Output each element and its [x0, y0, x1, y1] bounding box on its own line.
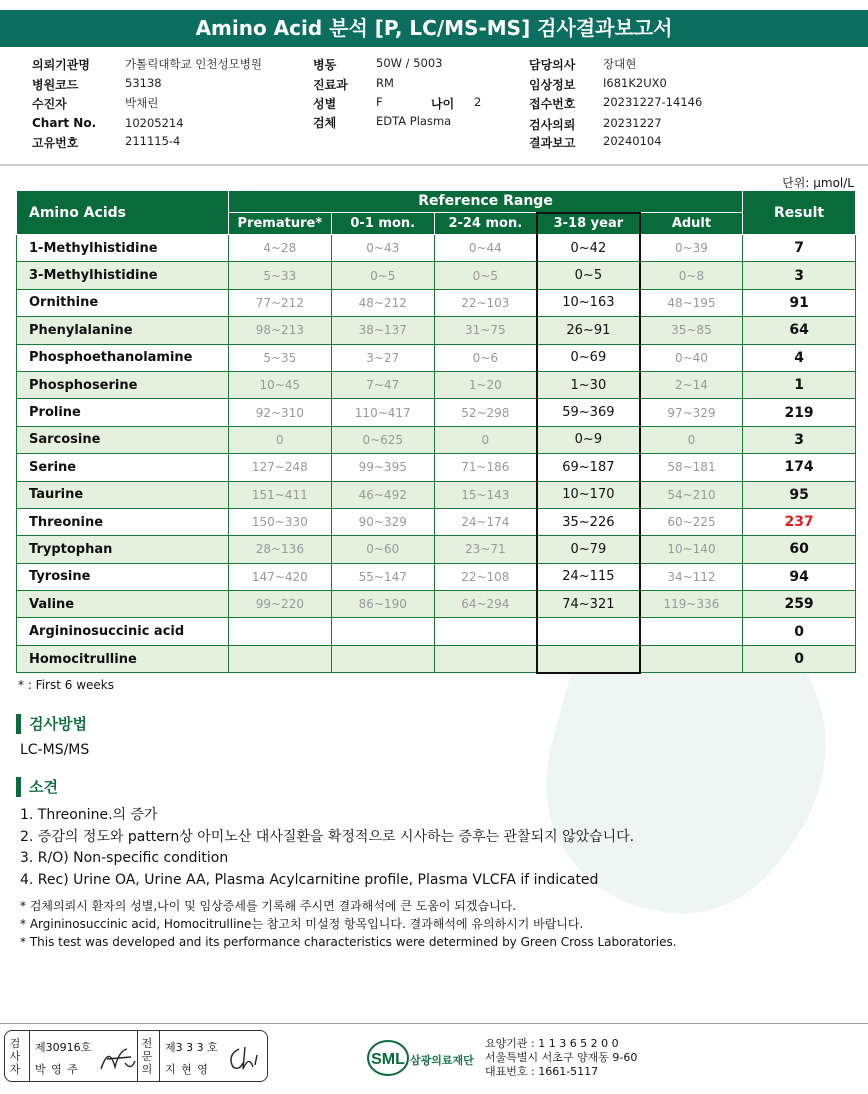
sml-logo-text: SML	[371, 1051, 405, 1068]
result-value: 259	[743, 591, 856, 618]
info-value: I681K2UX0	[603, 76, 667, 90]
table-row	[17, 481, 856, 508]
table-row	[17, 289, 856, 316]
info-value: 20231227-14146	[603, 95, 703, 109]
result-value: 60	[743, 536, 856, 563]
info-label: 수진자	[32, 97, 67, 111]
table-row	[17, 317, 856, 344]
table-row	[17, 262, 856, 289]
org-code: 요양기관 : 1 1 3 6 5 2 0 0	[485, 1037, 619, 1050]
ref-2-24-mon: 1~20	[434, 371, 537, 398]
table-row	[17, 426, 856, 453]
tester-name: 박 영 주	[35, 1063, 79, 1076]
ref-0-1-mon: 99~395	[331, 454, 434, 481]
amino-acid-name: Serine	[17, 454, 229, 481]
info-value: 가톨릭대학교 인천성모병원	[125, 57, 262, 71]
header-3-18-year: 3-18 year	[537, 213, 640, 235]
ref-0-1-mon: 55~147	[331, 563, 434, 590]
info-label: 접수번호	[529, 97, 576, 111]
info-value: 53138	[125, 76, 162, 90]
info-label: 결과보고	[529, 136, 576, 150]
ref-premature: 150~330	[228, 508, 331, 535]
org-address	[485, 1037, 637, 1079]
info-label: 의뢰기관명	[32, 58, 90, 72]
ref-3-18-year: 0~79	[537, 536, 640, 563]
result-value: 95	[743, 481, 856, 508]
ref-3-18-year: 0~42	[537, 235, 640, 262]
ref-0-1-mon	[331, 618, 434, 645]
table-row	[17, 591, 856, 618]
ref-3-18-year: 59~369	[537, 399, 640, 426]
specialist-signature-icon	[225, 1041, 263, 1075]
result-value: 4	[743, 344, 856, 371]
info-value: F	[376, 95, 383, 109]
ref-2-24-mon: 0~44	[434, 235, 537, 262]
ref-0-1-mon: 86~190	[331, 591, 434, 618]
ref-2-24-mon: 23~71	[434, 536, 537, 563]
ref-premature: 77~212	[228, 289, 331, 316]
ref-0-1-mon: 48~212	[331, 289, 434, 316]
table-row	[17, 618, 856, 645]
ref-adult: 48~195	[640, 289, 743, 316]
separator	[137, 1031, 138, 1081]
ref-2-24-mon: 64~294	[434, 591, 537, 618]
info-label: 병동	[313, 58, 337, 72]
table-footnote: * : First 6 weeks	[18, 678, 114, 692]
ref-0-1-mon: 3~27	[331, 344, 434, 371]
table-row	[17, 371, 856, 398]
ref-premature: 147~420	[228, 563, 331, 590]
ref-premature: 151~411	[228, 481, 331, 508]
ref-3-18-year: 10~170	[537, 481, 640, 508]
ref-premature: 10~45	[228, 371, 331, 398]
header-adult: Adult	[640, 213, 743, 235]
ref-2-24-mon: 52~298	[434, 399, 537, 426]
amino-acid-name: Valine	[17, 591, 229, 618]
tester-signature-icon	[97, 1041, 137, 1075]
ref-0-1-mon: 0~60	[331, 536, 434, 563]
ref-3-18-year: 10~163	[537, 289, 640, 316]
ref-premature: 28~136	[228, 536, 331, 563]
ref-3-18-year: 26~91	[537, 317, 640, 344]
info-label: Chart No.	[32, 116, 97, 130]
result-value: 174	[743, 454, 856, 481]
amino-acid-name: Sarcosine	[17, 426, 229, 453]
ref-premature: 5~35	[228, 344, 331, 371]
ref-2-24-mon: 22~103	[434, 289, 537, 316]
info-value: 10205214	[125, 116, 184, 130]
info-label: 진료과	[313, 78, 348, 92]
specialist-label	[141, 1037, 155, 1076]
note-item: * 검체의뢰시 환자의 성별,나이 및 임상증세를 기록해 주시면 결과해석에 큰 도움이 되겠습니다.	[20, 899, 517, 913]
ref-premature: 92~310	[228, 399, 331, 426]
ref-0-1-mon: 90~329	[331, 508, 434, 535]
table-row	[17, 454, 856, 481]
divider	[0, 164, 868, 166]
amino-acid-name: Tryptophan	[17, 536, 229, 563]
ref-adult	[640, 645, 743, 672]
info-label: 검체	[313, 116, 337, 130]
ref-2-24-mon: 15~143	[434, 481, 537, 508]
finding-item: 4. Rec) Urine OA, Urine AA, Plasma Acylcarnitine profile, Plasma VLCFA if indicated	[20, 871, 599, 888]
amino-acid-name: 3-Methylhistidine	[17, 262, 229, 289]
result-value: 94	[743, 563, 856, 590]
result-value: 0	[743, 645, 856, 672]
ref-premature: 5~33	[228, 262, 331, 289]
ref-premature	[228, 618, 331, 645]
ref-adult: 119~336	[640, 591, 743, 618]
table-row	[17, 399, 856, 426]
info-value: 2	[474, 95, 482, 109]
ref-2-24-mon	[434, 618, 537, 645]
notes-list	[20, 897, 677, 951]
sml-logo	[366, 1038, 410, 1082]
ref-adult: 2~14	[640, 371, 743, 398]
specialist-name: 지 현 영	[165, 1063, 209, 1076]
header-0-1-mon: 0-1 mon.	[331, 213, 434, 235]
ref-adult: 0~8	[640, 262, 743, 289]
ref-0-1-mon: 0~5	[331, 262, 434, 289]
result-value: 3	[743, 426, 856, 453]
note-item: * This test was developed and its performance characteristics were determined by Green Cross Laboratories.	[20, 935, 677, 949]
ref-3-18-year: 74~321	[537, 591, 640, 618]
info-label: 담당의사	[529, 58, 576, 72]
finding-item: 1. Threonine.의 증가	[20, 807, 158, 823]
result-value: 64	[743, 317, 856, 344]
info-label: 고유번호	[32, 136, 79, 150]
ref-3-18-year: 0~5	[537, 262, 640, 289]
amino-acid-name: Ornithine	[17, 289, 229, 316]
table-row	[17, 563, 856, 590]
result-value: 1	[743, 371, 856, 398]
result-value: 91	[743, 289, 856, 316]
result-value: 7	[743, 235, 856, 262]
ref-2-24-mon: 31~75	[434, 317, 537, 344]
ref-premature	[228, 645, 331, 672]
unit-label: 단위: μmol/L	[782, 176, 854, 190]
ref-adult: 34~112	[640, 563, 743, 590]
ref-2-24-mon: 0~5	[434, 262, 537, 289]
ref-premature: 127~248	[228, 454, 331, 481]
org-name: 삼광의료재단	[410, 1054, 474, 1067]
ref-adult: 10~140	[640, 536, 743, 563]
table-row	[17, 508, 856, 535]
amino-acid-name: Tyrosine	[17, 563, 229, 590]
ref-2-24-mon	[434, 645, 537, 672]
table-row	[17, 235, 856, 262]
info-value: 장대현	[603, 57, 637, 71]
amino-acid-name: Phenylalanine	[17, 317, 229, 344]
separator	[159, 1031, 160, 1081]
ref-3-18-year	[537, 645, 640, 672]
ref-0-1-mon	[331, 645, 434, 672]
header-reference-range: Reference Range	[228, 191, 742, 213]
header-amino-acids: Amino Acids	[17, 191, 229, 235]
tester-label	[9, 1037, 23, 1076]
info-label: 성별	[313, 97, 337, 111]
findings-list	[20, 805, 634, 891]
ref-3-18-year: 1~30	[537, 371, 640, 398]
ref-3-18-year: 35~226	[537, 508, 640, 535]
amino-acid-name: 1-Methylhistidine	[17, 235, 229, 262]
method-text: LC-MS/MS	[20, 742, 90, 758]
amino-acid-name: Phosphoethanolamine	[17, 344, 229, 371]
ref-premature: 4~28	[228, 235, 331, 262]
ref-adult: 97~329	[640, 399, 743, 426]
amino-acid-name: Proline	[17, 399, 229, 426]
patient-info	[0, 52, 868, 164]
ref-0-1-mon: 110~417	[331, 399, 434, 426]
result-value: 3	[743, 262, 856, 289]
ref-adult: 58~181	[640, 454, 743, 481]
info-value: 50W / 5003	[376, 56, 443, 70]
ref-2-24-mon: 0~6	[434, 344, 537, 371]
ref-premature: 99~220	[228, 591, 331, 618]
info-value: 20231227	[603, 116, 662, 130]
info-label: 나이	[431, 97, 455, 111]
header-premature: Premature*	[228, 213, 331, 235]
ref-adult: 60~225	[640, 508, 743, 535]
ref-adult: 35~85	[640, 317, 743, 344]
ref-3-18-year: 69~187	[537, 454, 640, 481]
ref-premature: 0	[228, 426, 331, 453]
info-label: 임상정보	[529, 78, 576, 92]
info-label: 검사의뢰	[529, 118, 576, 132]
ref-3-18-year: 0~9	[537, 426, 640, 453]
ref-2-24-mon: 71~186	[434, 454, 537, 481]
ref-adult: 0~40	[640, 344, 743, 371]
table-row	[17, 645, 856, 672]
specialist-label-text: 전문의	[141, 1037, 153, 1076]
finding-item: 2. 증감의 정도와 pattern상 아미노산 대사질환을 확정적으로 시사하는 증후는 관찰되지 않았습니다.	[20, 828, 635, 845]
info-value: RM	[376, 76, 394, 90]
tester-number: 제30916호	[35, 1041, 92, 1054]
amino-acid-name: Taurine	[17, 481, 229, 508]
ref-adult	[640, 618, 743, 645]
tester-label-text: 검사자	[9, 1037, 21, 1076]
table-row	[17, 344, 856, 371]
specialist-number: 제3 3 3 호	[165, 1041, 218, 1054]
org-address-line: 서울특별시 서초구 양재동 9-60	[485, 1051, 638, 1064]
ref-0-1-mon: 38~137	[331, 317, 434, 344]
table-body	[17, 235, 856, 673]
ref-3-18-year: 0~69	[537, 344, 640, 371]
amino-acid-name: Phosphoserine	[17, 371, 229, 398]
ref-adult: 0~39	[640, 235, 743, 262]
ref-0-1-mon: 0~625	[331, 426, 434, 453]
separator	[29, 1031, 30, 1081]
table-row	[17, 536, 856, 563]
result-value: 237	[743, 508, 856, 535]
method-heading: 검사방법	[16, 714, 87, 734]
amino-acid-name: Threonine	[17, 508, 229, 535]
ref-adult: 54~210	[640, 481, 743, 508]
sml-logo-icon	[366, 1038, 410, 1078]
result-value: 219	[743, 399, 856, 426]
info-value: 박채린	[125, 96, 159, 110]
info-value: EDTA Plasma	[376, 114, 452, 128]
ref-adult: 0	[640, 426, 743, 453]
signature-box	[4, 1030, 268, 1082]
ref-0-1-mon: 0~43	[331, 235, 434, 262]
info-value: 211115-4	[125, 134, 181, 148]
amino-acid-name: Homocitrulline	[17, 645, 229, 672]
amino-acid-table	[16, 190, 856, 674]
header-result: Result	[743, 191, 856, 235]
ref-0-1-mon: 7~47	[331, 371, 434, 398]
info-label: 병원코드	[32, 78, 79, 92]
ref-2-24-mon: 24~174	[434, 508, 537, 535]
result-value: 0	[743, 618, 856, 645]
ref-2-24-mon: 0	[434, 426, 537, 453]
ref-premature: 98~213	[228, 317, 331, 344]
info-value: 20240104	[603, 134, 662, 148]
org-phone: 대표번호 : 1661-5117	[485, 1065, 599, 1078]
footer-divider	[0, 1023, 868, 1024]
ref-3-18-year: 24~115	[537, 563, 640, 590]
ref-3-18-year	[537, 618, 640, 645]
header-2-24-mon: 2-24 mon.	[434, 213, 537, 235]
finding-item: 3. R/O) Non-specific condition	[20, 850, 229, 866]
ref-2-24-mon: 22~108	[434, 563, 537, 590]
findings-heading: 소견	[16, 777, 58, 797]
report-title: Amino Acid 분석 [P, LC/MS-MS] 검사결과보고서	[0, 10, 868, 47]
amino-acid-name: Argininosuccinic acid	[17, 618, 229, 645]
ref-0-1-mon: 46~492	[331, 481, 434, 508]
note-item: * Argininosuccinic acid, Homocitrulline는 참고치 미설정 항목입니다. 결과해석에 유의하시기 바랍니다.	[20, 917, 584, 931]
